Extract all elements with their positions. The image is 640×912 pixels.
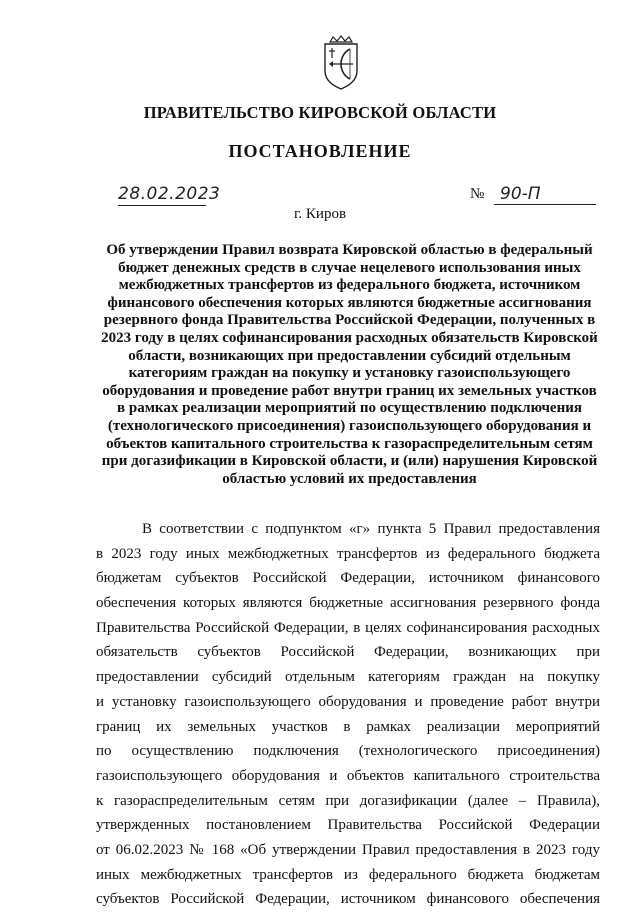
body-line: обеспечения которых являются бюджетные ассигнования резервного фонда	[96, 595, 600, 612]
body-line: субъектов Российской Федерации, источником финансового обеспечения	[96, 891, 600, 908]
body-line: по осуществлению подключения (технологического присоединения)	[96, 743, 600, 760]
title-line: Об утверждении Правил возврата Кировской областью в федеральный	[106, 242, 593, 258]
government-name: ПРАВИТЕЛЬСТВО КИРОВСКОЙ ОБЛАСТИ	[143, 103, 497, 122]
document-date: 28.02.2023	[118, 184, 221, 204]
title-line: оборудования и проведение работ внутри границ их земельных участков	[102, 382, 597, 399]
title-line: финансового обеспечения которых являются бюджетные ассигнования	[107, 294, 592, 311]
title-line: при догазификации в Кировской области, и (или) нарушения Кировской	[101, 453, 598, 470]
title-line: областью условий их предоставления	[222, 470, 477, 487]
body-line: от 06.02.2023 № 168 «Об утверждении Правил предоставления в 2023 году	[96, 841, 600, 858]
body-line: обязательств субъектов Российской Федерации, возникающих при	[96, 644, 600, 661]
title-line: объектов капитального строительства к газораспределительным сетям	[106, 435, 593, 452]
body-line: в 2023 году иных межбюджетных трансфертов из федерального бюджета	[96, 545, 600, 562]
title-line: резервного фонда Правительства Российской Федерации, полученных в	[103, 312, 596, 329]
body-paragraph	[96, 517, 600, 912]
document-type: ПОСТАНОВЛЕНИЕ	[228, 141, 412, 161]
title-line: (технологического присоединения) газоиспользующего оборудования и	[107, 417, 592, 434]
number-label: №	[470, 186, 485, 202]
body-line: бюджетам субъектов Российской Федерации, источником финансового	[96, 570, 600, 587]
body-line: и установку газоиспользующего оборудования и проведение работ внутри	[96, 693, 600, 710]
body-line: к газораспределительным сетям при догазификации (далее – Правила),	[96, 792, 600, 809]
body-line: Правительства Российской Федерации, в целях софинансирования расходных	[96, 619, 600, 636]
body-line: предоставлении субсидий отдельным категориям граждан на покупку	[96, 669, 600, 686]
title-line: в рамках реализации мероприятий по осуществлению подключения	[117, 400, 582, 417]
document-number: 90-П	[494, 184, 596, 205]
title-line: 2023 году в целях софинансирования расходных обязательств Кировской	[101, 329, 598, 346]
title-line: категориям граждан на покупку и установку газоиспользующего	[128, 365, 571, 382]
title-line: области, возникающих при предоставлении субсидий отдельным	[128, 347, 571, 364]
title-line: межбюджетных трансфертов из федерального бюджета, источником	[118, 277, 581, 294]
coat-of-arms-icon	[320, 35, 362, 91]
body-line: иных межбюджетных трансфертов из федерального бюджета бюджетам	[96, 866, 600, 883]
document-title	[96, 242, 603, 488]
body-line: В соответствии с подпунктом «г» пункта 5 Правил предоставления	[142, 521, 600, 537]
title-line: бюджет денежных средств в случае нецелевого использования иных	[118, 259, 581, 276]
body-line: утвержденных постановлением Правительства Российской Федерации	[96, 817, 600, 834]
body-line: газоиспользующего оборудования и объектов капитального строительства	[96, 767, 600, 784]
city: г. Киров	[293, 206, 347, 222]
body-line: границ их земельных участков в рамках реализации мероприятий	[96, 718, 600, 735]
